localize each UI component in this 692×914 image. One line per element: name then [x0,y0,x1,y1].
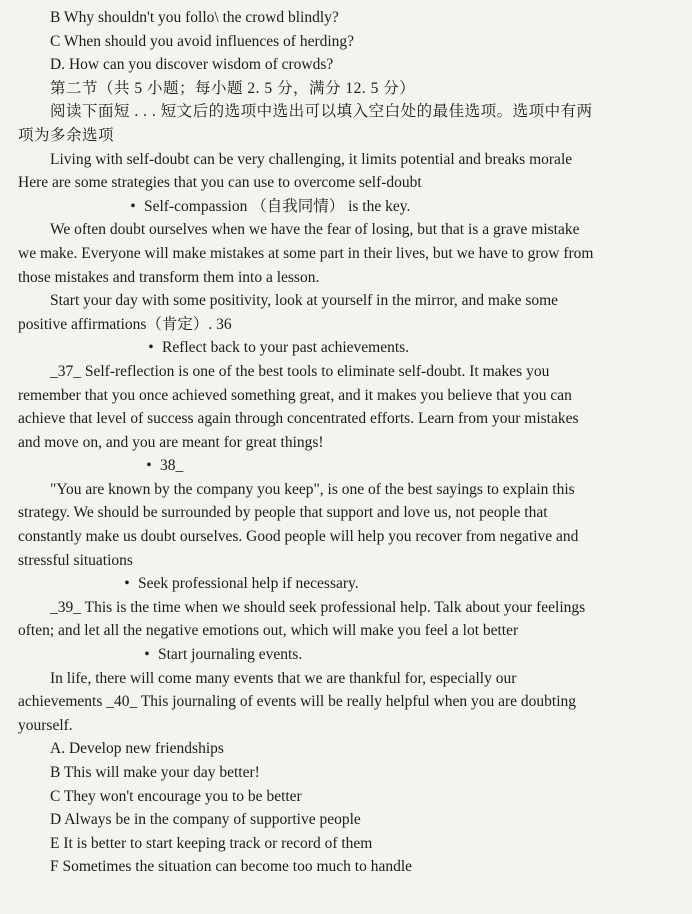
option-d: D Always be in the company of supportive people [50,811,361,829]
instructions-line-2: 项为多余选项 [18,126,115,144]
para4-line-4: stressful situations [18,551,133,569]
para5-line-1: _39_ This is the time when we should seek professional help. Talk about your feelings [50,598,586,616]
para3-line-1: _37_ Self-reflection is one of the best tools to eliminate self-doubt. It makes you [50,362,550,380]
para6-line-2: achievements _40_ This journaling of events will be really helpful when you are doubting [18,693,577,711]
instructions-line-1: 阅读下面短 . . . 短文后的选项中选出可以填入空白处的最佳选项。选项中有两 [50,103,593,121]
heading-text: 38_ [160,457,184,475]
para2-line-1: Start your day with some positivity, look at yourself in the mirror, and make some [50,292,559,310]
heading-blank-38 [18,454,674,478]
para3-line-2: remember that you once achieved something great, and it makes you believe that you can [18,386,572,404]
heading-seek-help [18,572,674,596]
bullet-icon: • [124,575,130,593]
section-header: 第二节（共 5 小题；每小题 2. 5 分，满分 12. 5 分） [50,79,416,97]
para3-line-4: and move on, and you are meant for great things! [18,433,324,451]
heading-reflect-back [18,336,674,360]
para4-line-1: "You are known by the company you keep", is one of the best sayings to explain this [50,480,575,498]
heading-self-compassion [18,195,674,219]
prev-option-d: D. How can you discover wisdom of crowds? [50,56,334,74]
intro-line-1: Living with self-doubt can be very challenging, it limits potential and breaks morale [50,150,573,168]
heading-text: Start journaling events. [158,646,303,664]
para1-line-1: We often doubt ourselves when we have the fear of losing, but that is a grave mistake [50,221,580,239]
option-e: E It is better to start keeping track or record of them [50,834,373,852]
bullet-icon: • [146,457,152,475]
bullet-icon: • [130,197,136,215]
para6-line-3: yourself. [18,716,73,734]
heading-text: Seek professional help if necessary. [138,575,359,593]
heading-text: Reflect back to your past achievements. [162,339,410,357]
para4-line-3: constantly make us doubt ourselves. Good people will help you recover from negative and [18,528,579,546]
para6-line-1: In life, there will come many events that we are thankful for, especially our [50,669,517,687]
option-a: A. Develop new friendships [50,740,224,758]
option-c: C They won't encourage you to be better [50,787,302,805]
para1-line-3: those mistakes and transform them into a lesson. [18,268,320,286]
para5-line-2: often; and let all the negative emotions out, which will make you feel a lot better [18,622,519,640]
heading-text: Self-compassion （自我同情） is the key. [144,197,411,215]
para2-line-2: positive affirmations（肯定）. 36 [18,315,232,333]
heading-journaling [18,643,674,667]
para4-line-2: strategy. We should be surrounded by people that support and love us, not people that [18,504,548,522]
prev-option-c: C When should you avoid influences of herding? [50,32,355,50]
para3-line-3: achieve that level of success again through concentrated efforts. Learn from your mistakes [18,410,579,428]
intro-line-2: Here are some strategies that you can use to overcome self-doubt [18,174,422,192]
prev-option-b: B Why shouldn't you follo\ the crowd blindly? [50,9,339,26]
option-b: B This will make your day better! [50,764,260,781]
option-f: F Sometimes the situation can become too much to handle [50,858,413,876]
para1-line-2: we make. Everyone will make mistakes at some part in their lives, but we have to grow from [18,244,594,262]
bullet-icon: • [148,339,154,357]
bullet-icon: • [144,646,150,664]
